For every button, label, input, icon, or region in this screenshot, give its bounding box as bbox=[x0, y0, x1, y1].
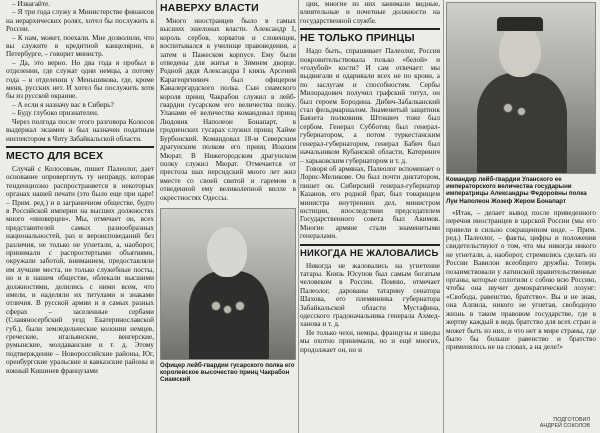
head-shape bbox=[499, 25, 541, 77]
column-2 bbox=[160, 0, 296, 433]
medal-icon bbox=[235, 301, 245, 311]
paragraph: – Буду глубоко признателен. bbox=[12, 109, 99, 118]
author-credit bbox=[540, 417, 590, 429]
head-shape bbox=[207, 227, 247, 277]
paragraph: – Извагайте. bbox=[12, 0, 51, 8]
section-heading-mesto: МЕСТО ДЛЯ ВСЕХ bbox=[6, 146, 154, 162]
medal-icon bbox=[517, 107, 526, 116]
photo-bonaparte bbox=[446, 2, 596, 174]
column-1 bbox=[6, 0, 154, 433]
credit-author: АНДРЕЙ СОКОЛОВ bbox=[539, 423, 590, 429]
paragraph: Надо быть, спрашивает Палеолог, Россия покровительствовала только «белой» и «голубой» кости? И сам отвечает: мы выдвигали и одаривали всех не по крови, а по заслугам и способностям. Сербы Милорадович получил графский титул, он был героем Бородина. Дибич-Забалканский стал фельдмаршалом. Знаменитый защитник Баязета полковник Штоквич тоже был сербом. Генерал Субботиц был генерал-губернатором, а потом туркестанским генерал-губернатором, генерал Бабич был начальником Кубанской области, Катеринич – харьковским губернатором и т. д. bbox=[300, 47, 440, 165]
paragraph: – Да, это верно. Но два года я пробыл в отделении, где служат одни немцы, а потому года – в отделении у Меньшикова, где, кроме меня, русских нет. И хотел бы послужить хотя бы из русской окраине. bbox=[6, 58, 154, 101]
section-heading-ne-tolko: НЕ ТОЛЬКО ПРИНЦЫ bbox=[300, 28, 440, 44]
medal-icon bbox=[503, 103, 513, 113]
section-heading-naverhu: НАВЕРХУ ВЛАСТИ bbox=[160, 2, 259, 14]
column-divider bbox=[156, 0, 157, 433]
paragraph: – А если я назначу вас в Сибирь? bbox=[12, 100, 114, 109]
photo-caption-bonaparte: Командир лейб-гвардии Уланского ее императорского величества государыни императрицы Александры Федоровны полка Луи Наполеон Жозеф Жером Бонапарт bbox=[446, 176, 587, 205]
paragraph: Случай с Колосовым, пишет Палеолог, дает основание опровергнуть ту неправду, которая тенденциозно распространяется в некоторых органах нашей печати (это было еще при царе! – Прим. ред.) и в заграничном обществе, будто в Российской империи на высших должностях много «иноверцев». Мы, отмечает он, всех представителей самых разнообразных национальностей, раз и вероисповеданий без различия, не только не угнетали, а, наоборот, принимали с распростертыми объятиями, окружали заботой, вниманием, предоставляли им лучшие места, не только служебные посты, но и в нашем обществе, облекали высшими должностями, делились с ними всем, что имели, и наделяли их титулами и знаками отличия. В русской армии и в самых разных сферах – заселенные сербами (Славяносербский уезд Екатеринославской губ.), были земледельческие колонии немцев, греческие, итальянские, венгерские, румынские, молдаванские и т. д. Этому подтверждение – Новоросcийские районы, Юг, оренбургские уральские и кавказские районы и южный Кишинев французами bbox=[6, 164, 154, 375]
medal-icon bbox=[211, 301, 221, 311]
paragraph: Говоря об армянах, Палеолог вспоминает о Лорис-Меликове. Он был почти диктатором, пишет он. Сибирский генерал-губернатор Казанов, его родной брат, был товарищем министра внутренних дел, министром юстиции, впоследствии председателем Государственного совета был Акимов. Многие армяне стали знаменитыми генералами. bbox=[300, 164, 440, 241]
paragraph: Через полгода после этого разговора Колосов выдержал экзамен и был назначен податным инспектором в Читу Забайкальской области. bbox=[6, 117, 154, 143]
cap-shape bbox=[497, 17, 543, 31]
medal-icon bbox=[223, 305, 232, 314]
paragraph: – Я три года служу в Министерстве финансов на иерархических ролях, хотел бы послужить в России. bbox=[6, 8, 154, 34]
uniform-shape bbox=[477, 73, 567, 174]
paragraph: – К нам, может, поехали. Мне дозволили, что вы служите в кредитной канцелярии, в Петербурге, – говорит министр. bbox=[6, 33, 154, 59]
paragraph: ции, многие из них занимали видные, влиятельные и почетные должности на государственной службе. bbox=[300, 0, 440, 25]
column-divider bbox=[298, 0, 299, 433]
paragraph: Много иностранцев было в самых высших эшелонах власти. Александр I, король сербов, хорватов и словенцев, воспитывался в училище правоведения, а затем в Пажеском корпусе. Ему были отведены для житья в Зимнем дворце. Родной дядя Александра I князь Арсений Карагеоргиевич был офицером Кавалергардского полка. Сын сиамского короля принц Чакрабон служил в лейб-гвардии гусарском его величества полку. Уланами её величества командовал принц Людовик Наполеон Бонапарт, в гродненских гусарах служил принц Хайме Бурбонский. Командовал 18-м Северским драгунским полком его принц Иоахим Мюрат. В Нижегородском драгунском полку служил Мюрат. Отмечается от престола шах персидский много лет жил вместе со своей свитой и гаремом в отведенной ему великолепной вилле в окрестностях Одессы. bbox=[160, 17, 296, 202]
photo-prince-chakrabon bbox=[160, 208, 296, 360]
uniform-shape bbox=[189, 271, 269, 360]
paragraph: «Итак, – делает вывод после приведенного перечня иностранцев в царской России (мы его привели в сильно сокращенном виде. – Прим. ред.) Палеолог, – факты, цифры и положения свидетельствуют о том, что мы никогда никого не угнетали, а, наоборот, стремились сделать из России Вавилон всеобщего дружбы. Теперь позаимствовали у латинской правительственные органы, которые сплотили с собою всю Россию, чтобы она звучит демократический лозунг: «Свобода, равенство, братство». Вы и не зная, она Алпила, никого не угнетая, свободную жизнь в таком правовом государстве, где в жертву каждый в ведь братство для всех стран и может быть из них, и что нет в мире страны, где было бы больше равенство и братство применялось не на словах, а на деле!» bbox=[446, 208, 596, 352]
column-3 bbox=[300, 0, 440, 433]
column-4 bbox=[446, 0, 596, 433]
paragraph: Никогда не жаловались на угнетение татары. Князь Юсупов был самым богатым человеком в России. Помню, отмечает Палеолог, дарованы татарину сенатора Шахова, его племянника губернатора Забайкальской области Мустафина, одесского градоначальника генерала Ахмед-ханова и т. д. bbox=[300, 261, 440, 329]
section-heading-nikogda: НИКОГДА НЕ ЖАЛОВАЛИСЬ bbox=[300, 244, 440, 259]
photo-caption-chakrabon: Офицер лейб-гвардии гусарского полка его королевское высочество принц Чакрабон Сиамский bbox=[160, 361, 295, 384]
paragraph: Не только чехи, немцы, французы и шведы мы охотно принимали, но и ещё многих, продолжает он, но и bbox=[300, 328, 440, 354]
column-divider bbox=[443, 0, 444, 433]
credit-label: ПОДГОТОВИЛ bbox=[553, 417, 590, 423]
